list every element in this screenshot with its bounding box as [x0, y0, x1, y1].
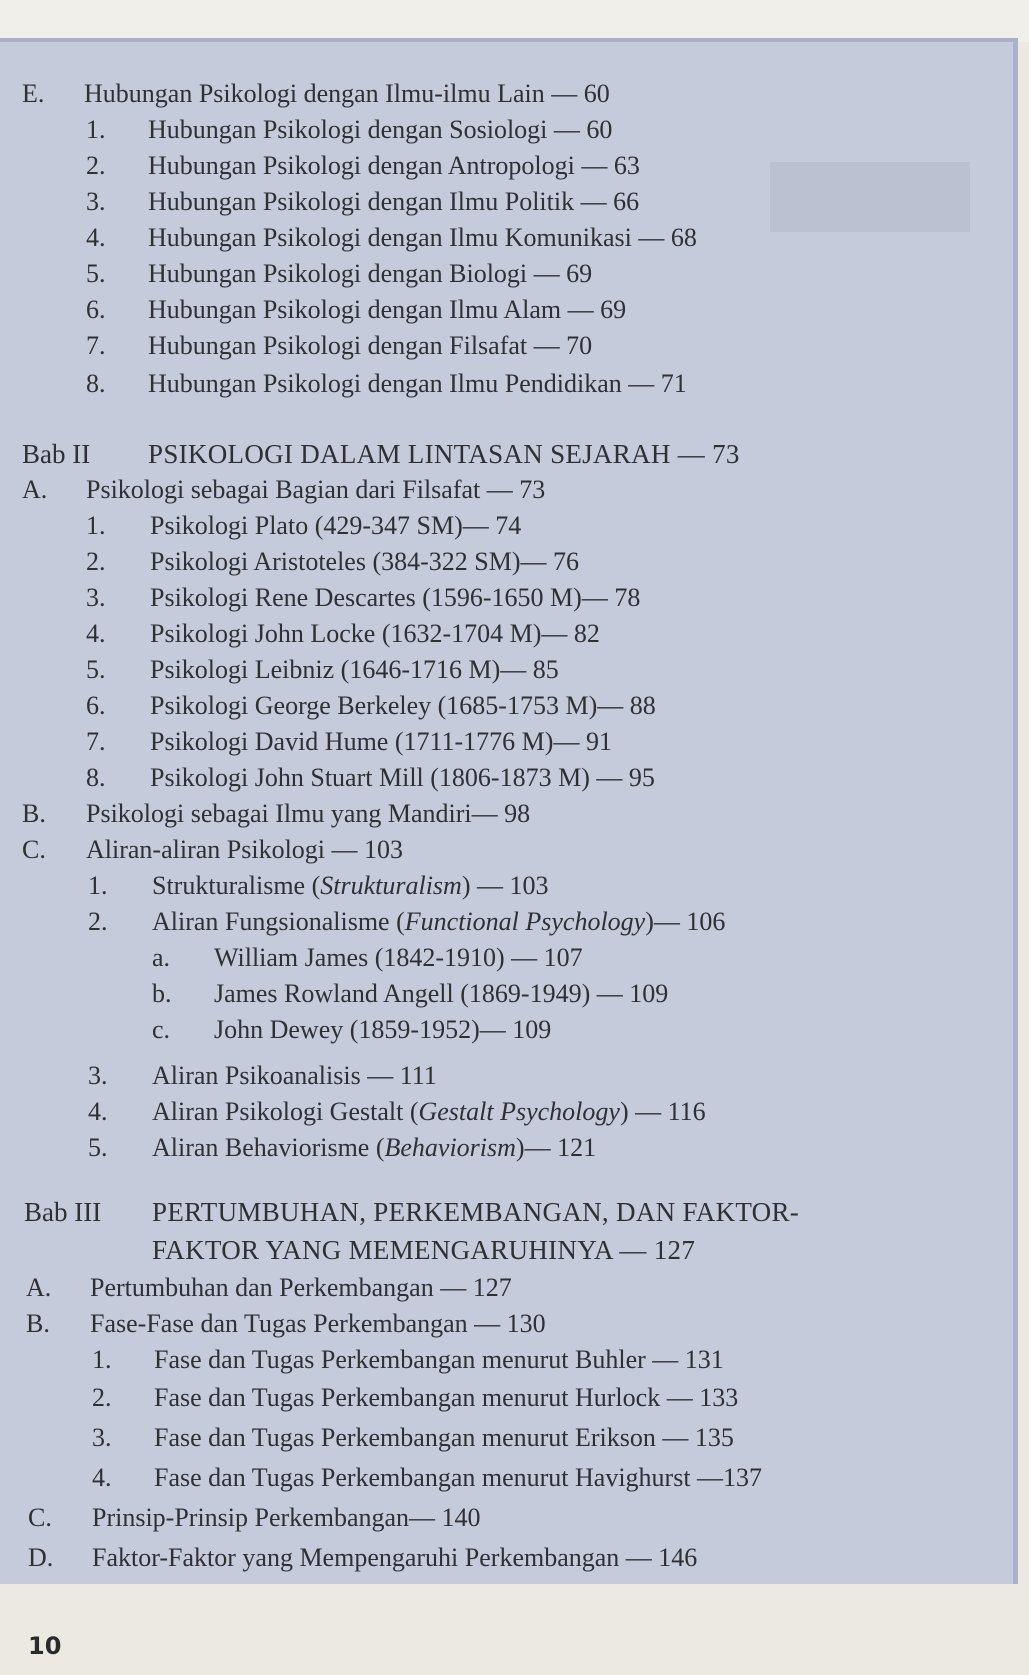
entry-number: c.	[152, 1015, 171, 1044]
entry-text: Psikologi David Hume (1711-1776 M)— 91	[150, 727, 612, 756]
entry-number: 6.	[86, 295, 106, 324]
page-number: 10	[28, 1632, 62, 1660]
entry-text: Hubungan Psikologi dengan Antropologi — 63	[148, 151, 640, 180]
entry-number: b.	[152, 979, 172, 1008]
toc-entry	[0, 760, 1000, 796]
entry-number: 8.	[86, 369, 106, 398]
entry-text: Psikologi John Stuart Mill (1806-1873 M) — 95	[150, 763, 655, 792]
entry-text: Pertumbuhan dan Perkembangan — 127	[90, 1273, 512, 1302]
entry-number: 7.	[86, 727, 106, 756]
entry-number: 2.	[86, 547, 106, 576]
toc-entry	[0, 724, 1000, 760]
entry-number: 4.	[86, 619, 106, 648]
entry-number: 3.	[86, 583, 106, 612]
toc-entry	[0, 904, 1000, 940]
toc-entry	[0, 184, 1000, 220]
entry-text: Hubungan Psikologi dengan Ilmu Komunikasi — 68	[148, 223, 697, 252]
toc-entry	[0, 1540, 1000, 1576]
entry-text: Hubungan Psikologi dengan Sosiologi — 60	[148, 115, 613, 144]
toc-entry	[0, 976, 1000, 1012]
entry-text: Psikologi George Berkeley (1685-1753 M)— 88	[150, 691, 656, 720]
toc-entry	[0, 616, 1000, 652]
toc-entry	[0, 580, 1000, 616]
entry-text-post: ) — 116	[619, 1097, 706, 1126]
entry-number: 2.	[86, 151, 106, 180]
entry-text: Fase dan Tugas Perkembangan menurut Erikson — 135	[154, 1423, 734, 1452]
entry-number: 4.	[88, 1097, 108, 1126]
entry-text-post: ) — 103	[461, 871, 549, 900]
entry-text-post: )— 106	[645, 907, 726, 936]
entry-number: 1.	[86, 511, 106, 540]
entry-text: Fase dan Tugas Perkembangan menurut Hurlock — 133	[154, 1383, 739, 1412]
entry-number: 1.	[86, 115, 106, 144]
toc-entry	[0, 1500, 1000, 1536]
entry-text: Hubungan Psikologi dengan Ilmu Politik — 66	[148, 187, 640, 216]
entry-text: Prinsip-Prinsip Perkembangan— 140	[92, 1503, 481, 1532]
toc-entry	[0, 292, 1000, 328]
entry-number: 8.	[86, 763, 106, 792]
entry-text: Faktor-Faktor yang Mempengaruhi Perkembangan — 146	[92, 1543, 698, 1572]
entry-text: Psikologi Plato (429-347 SM)— 74	[150, 511, 522, 540]
entry-number: A.	[26, 1273, 52, 1302]
toc-entry	[0, 1058, 1000, 1094]
toc-entry	[0, 1342, 1000, 1378]
entry-number: 7.	[86, 331, 106, 360]
toc-entry	[0, 472, 1000, 508]
toc-entry	[0, 1380, 1000, 1416]
chapter-title: PSIKOLOGI DALAM LINTASAN SEJARAH — 73	[148, 439, 740, 469]
chapter-title-line2: FAKTOR YANG MEMENGARUHINYA — 127	[152, 1235, 696, 1265]
entry-number: A.	[22, 475, 48, 504]
toc-entry	[0, 544, 1000, 580]
entry-number: 5.	[86, 259, 106, 288]
chapter-number: Bab III	[24, 1197, 102, 1227]
toc-entry	[0, 112, 1000, 148]
entry-text-pre: Aliran Psikologi Gestalt (	[152, 1097, 419, 1126]
entry-number: 3.	[86, 187, 106, 216]
entry-text: William James (1842-1910) — 107	[214, 943, 583, 972]
entry-text-italic: Functional Psychology	[404, 907, 646, 936]
entry-number: a.	[152, 943, 171, 972]
entry-text: Fase-Fase dan Tugas Perkembangan — 130	[90, 1309, 546, 1338]
entry-text-italic: Gestalt Psychology	[418, 1097, 620, 1126]
toc-entry	[0, 1460, 1000, 1496]
chapter-heading-continued	[0, 1232, 1000, 1268]
entry-number: 3.	[88, 1061, 108, 1090]
chapter-heading	[0, 436, 1000, 472]
entry-text: Psikologi sebagai Bagian dari Filsafat — 73	[86, 475, 546, 504]
chapter-heading	[0, 1194, 1000, 1230]
entry-number: 1.	[92, 1345, 112, 1374]
entry-text: Fase dan Tugas Perkembangan menurut Buhler — 131	[154, 1345, 724, 1374]
entry-text-post: )— 121	[515, 1133, 597, 1162]
entry-text: Hubungan Psikologi dengan Ilmu-ilmu Lain — 60	[84, 79, 610, 108]
entry-number: 4.	[86, 223, 106, 252]
entry-number: 1.	[88, 871, 108, 900]
entry-text: Psikologi Leibniz (1646-1716 M)— 85	[150, 655, 559, 684]
entry-number: 4.	[92, 1463, 112, 1492]
chapter-number: Bab II	[22, 439, 91, 469]
entry-text	[152, 1094, 706, 1130]
toc-entry	[0, 328, 1000, 364]
toc-entry	[0, 796, 1000, 832]
entry-number: C.	[22, 835, 46, 864]
toc-entry	[0, 220, 1000, 256]
entry-text: Aliran Psikoanalisis — 111	[152, 1061, 437, 1090]
entry-number: 5.	[88, 1133, 108, 1162]
toc-entry	[0, 1420, 1000, 1456]
entry-text: Hubungan Psikologi dengan Ilmu Alam — 69	[148, 295, 627, 324]
entry-number: 6.	[86, 691, 106, 720]
entry-text: Fase dan Tugas Perkembangan menurut Havighurst —137	[154, 1463, 763, 1492]
entry-text-pre: Aliran Fungsionalisme (	[152, 907, 405, 936]
entry-text: Hubungan Psikologi dengan Filsafat — 70	[148, 331, 593, 360]
toc-entry	[0, 652, 1000, 688]
toc-entry	[0, 1012, 1000, 1048]
chapter-title: PERTUMBUHAN, PERKEMBANGAN, DAN FAKTOR-	[152, 1197, 800, 1227]
entry-number: D.	[28, 1543, 54, 1572]
toc-entry	[0, 508, 1000, 544]
toc-entry	[0, 868, 1000, 904]
toc-entry	[0, 832, 1000, 868]
entry-text-italic: Behaviorism	[384, 1133, 516, 1162]
entry-text: Psikologi John Locke (1632-1704 M)— 82	[150, 619, 600, 648]
entry-number: 2.	[92, 1383, 112, 1412]
entry-text: Hubungan Psikologi dengan Ilmu Pendidikan — 71	[148, 369, 687, 398]
toc-entry	[0, 148, 1000, 184]
entry-number: B.	[26, 1309, 50, 1338]
entry-number: 2.	[88, 907, 108, 936]
entry-text-pre: Aliran Behaviorisme (	[152, 1133, 385, 1162]
entry-text-pre: Strukturalisme (	[152, 871, 321, 900]
toc-entry	[0, 366, 1000, 402]
entry-text	[152, 1130, 596, 1166]
entry-text-italic: Strukturalism	[320, 871, 462, 900]
toc-entry	[0, 1270, 1000, 1306]
entry-number: E.	[22, 79, 45, 108]
entry-text: Psikologi Rene Descartes (1596-1650 M)— 78	[150, 583, 641, 612]
toc-entry	[0, 688, 1000, 724]
paper-margin-top	[0, 0, 1029, 42]
toc-entry	[0, 76, 1000, 112]
entry-number: 3.	[92, 1423, 112, 1452]
entry-text: James Rowland Angell (1869-1949) — 109	[214, 979, 669, 1008]
entry-text: Hubungan Psikologi dengan Biologi — 69	[148, 259, 593, 288]
entry-number: B.	[22, 799, 46, 828]
entry-text: Aliran-aliran Psikologi — 103	[86, 835, 404, 864]
toc-entry	[0, 1094, 1000, 1130]
entry-number: C.	[28, 1503, 52, 1532]
toc-entry	[0, 1130, 1000, 1166]
toc-entry	[0, 256, 1000, 292]
entry-text	[152, 868, 549, 904]
entry-text: Psikologi Aristoteles (384-322 SM)— 76	[150, 547, 580, 576]
entry-number: 5.	[86, 655, 106, 684]
toc-entry	[0, 1306, 1000, 1342]
entry-text: Psikologi sebagai Ilmu yang Mandiri— 98	[86, 799, 531, 828]
toc-entry	[0, 940, 1000, 976]
entry-text	[152, 904, 725, 940]
entry-text: John Dewey (1859-1952)— 109	[214, 1015, 552, 1044]
